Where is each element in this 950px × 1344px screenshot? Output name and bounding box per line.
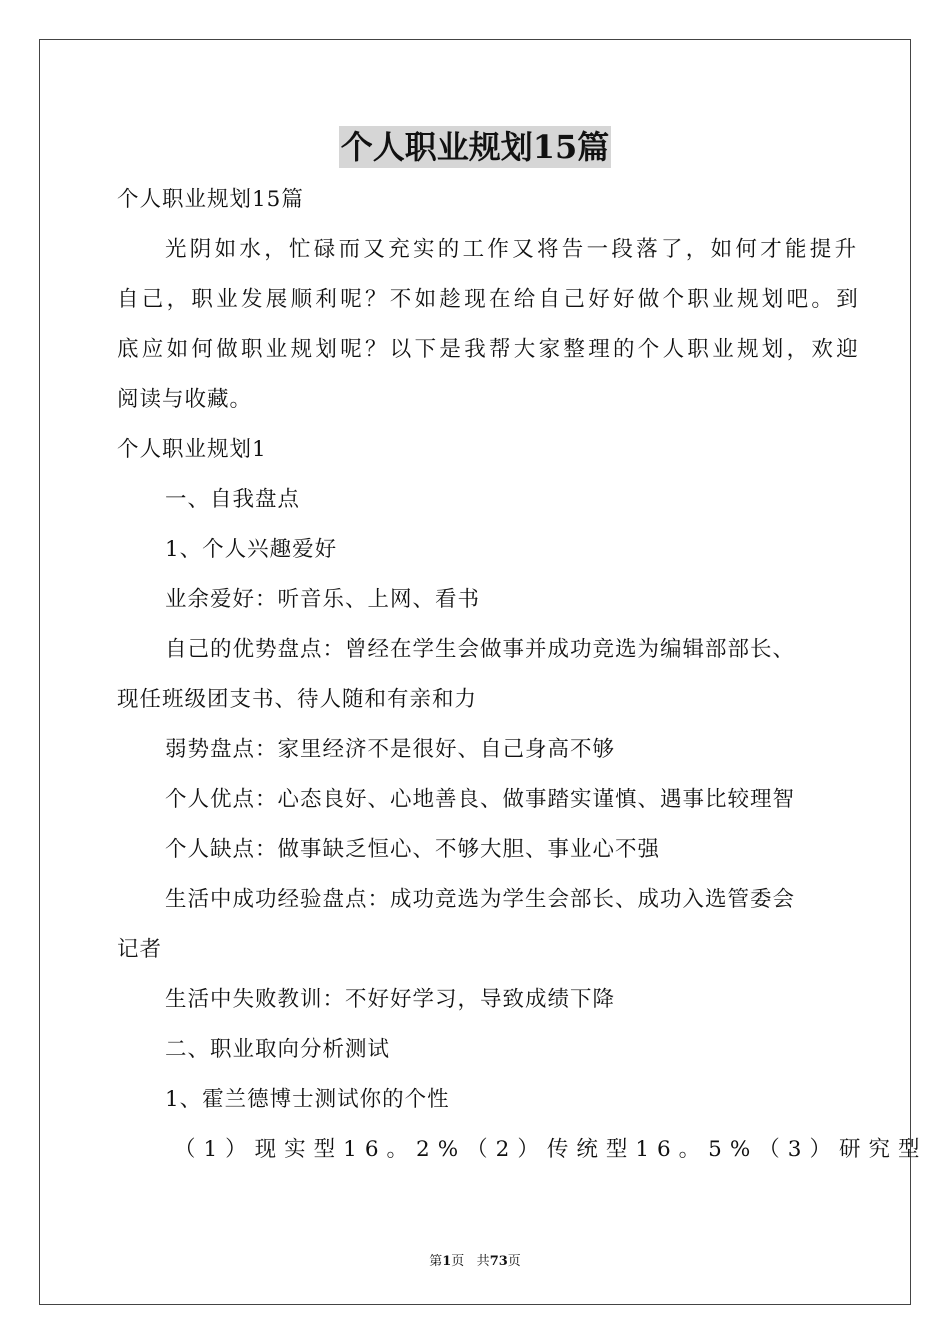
list-item: 弱势盘点：家里经济不是很好、自己身高不够 xyxy=(165,737,616,762)
list-item: 记者 xyxy=(117,937,163,962)
page-label-prefix: 第 xyxy=(429,1254,443,1269)
page-border xyxy=(39,39,911,1305)
list-item: 业余爱好：听音乐、上网、看书 xyxy=(165,587,481,612)
paragraph-line: 底应如何做职业规划呢？以下是我帮大家整理的个人职业规划，欢迎 xyxy=(117,337,862,362)
list-item: 个人优点：心态良好、心地善良、做事踏实谨慎、遇事比较理智 xyxy=(165,787,796,812)
list-item: 1、个人兴趣爱好 xyxy=(165,537,338,562)
total-label-prefix: 共 xyxy=(476,1254,490,1269)
list-item: 生活中失败教训：不好好学习，导致成绩下降 xyxy=(165,987,616,1012)
list-item: 自己的优势盘点：曾经在学生会做事并成功竞选为编辑部部长、 xyxy=(165,637,796,662)
title-container xyxy=(0,126,950,168)
list-item: 1、霍兰德博士测试你的个性 xyxy=(165,1087,450,1112)
section-subheading: 一、自我盘点 xyxy=(165,487,301,512)
list-item: （1）现实型16。2%（2）传统型16。5%（3）研究型 xyxy=(174,1137,928,1162)
page-number: 1 xyxy=(442,1254,452,1269)
paragraph-line: 自己，职业发展顺利呢？不如趁现在给自己好好做个职业规划吧。到 xyxy=(117,287,862,312)
document-title: 个人职业规划15篇 xyxy=(340,128,610,166)
page-footer xyxy=(0,1250,950,1269)
paragraph-line: 阅读与收藏。 xyxy=(117,387,253,412)
section-heading: 个人职业规划1 xyxy=(117,437,267,462)
paragraph-line: 光阴如水，忙碌而又充实的工作又将告一段落了，如何才能提升 xyxy=(165,237,860,262)
list-item: 现任班级团支书、待人随和有亲和力 xyxy=(117,687,478,712)
total-pages: 73 xyxy=(489,1254,508,1269)
total-label-suffix: 页 xyxy=(507,1254,521,1269)
subtitle-line: 个人职业规划15篇 xyxy=(117,187,304,212)
list-item: 个人缺点：做事缺乏恒心、不够大胆、事业心不强 xyxy=(165,837,661,862)
page-label-suffix: 页 xyxy=(451,1254,465,1269)
section-subheading: 二、职业取向分析测试 xyxy=(165,1037,391,1062)
list-item: 生活中成功经验盘点：成功竞选为学生会部长、成功入选管委会 xyxy=(165,887,796,912)
